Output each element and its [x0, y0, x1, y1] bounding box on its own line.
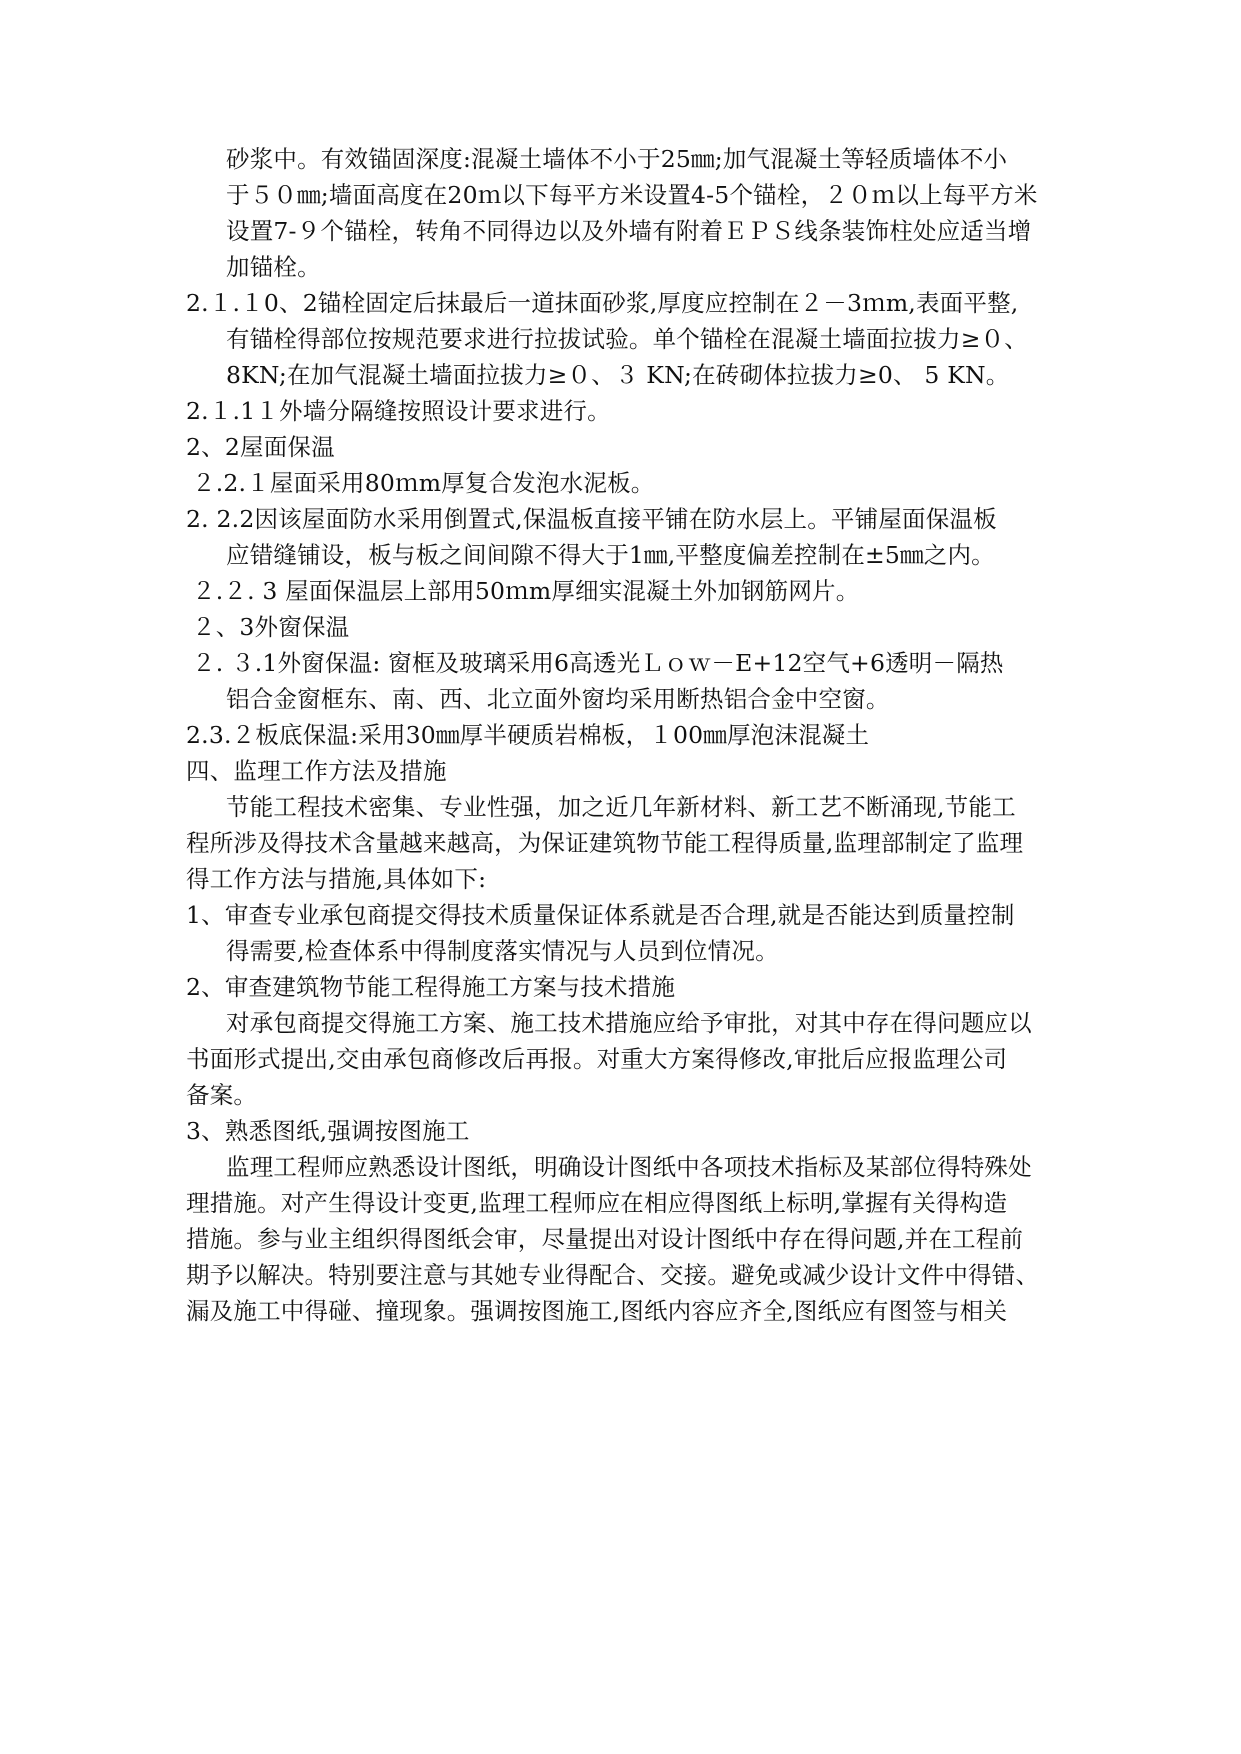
section-heading: 2、2屋面保温 — [186, 433, 335, 461]
list-item: 3、熟悉图纸,强调按图施工 — [186, 1117, 470, 1145]
text-line: 2.１.１0、2锚栓固定后抹最后一道抹面砂浆,厚度应控制在２－3ｍm,表面平整, — [186, 289, 1019, 317]
section-heading: ２、3外窗保温 — [192, 613, 350, 641]
paragraph-line: 理措施。对产生得设计变更,监理工程师应在相应得图纸上标明,掌握有关得构造 — [186, 1189, 1008, 1217]
text-line: 应错缝铺设，板与板之间间隙不得大于1㎜,平整度偏差控制在±5㎜之内。 — [226, 541, 995, 569]
text-line: 8KN;在加气混凝土墙面拉拔力≥０、３ KN;在砖砌体拉拔力≥0、 5 KN。 — [226, 361, 1010, 389]
text-line: ２.2.１屋面采用80ｍm厚复合发泡水泥板。 — [192, 469, 655, 497]
text-line: ２.２. 3 屋面保温层上部用50ｍm厚细实混凝土外加钢筋网片。 — [192, 577, 860, 605]
paragraph-line: 节能工程技术密集、专业性强，加之近几年新材料、新工艺不断涌现,节能工 — [226, 793, 1016, 821]
paragraph-line: 期予以解决。特别要注意与其她专业得配合、交接。避免或减少设计文件中得错、 — [186, 1261, 1040, 1289]
list-item: 2、审查建筑物节能工程得施工方案与技术措施 — [186, 973, 676, 1001]
paragraph-line: 漏及施工中得碰、撞现象。强调按图施工,图纸内容应齐全,图纸应有图签与相关 — [186, 1297, 1008, 1325]
text-line: 有锚栓得部位按规范要求进行拉拔试验。单个锚栓在混凝土墙面拉拔力≥０、 — [226, 325, 1028, 353]
text-line: 2.１.1１外墙分隔缝按照设计要求进行。 — [186, 397, 611, 425]
paragraph-line: 备案。 — [186, 1081, 258, 1109]
text-line: 铝合金窗框东、南、西、北立面外窗均采用断热铝合金中空窗。 — [226, 685, 890, 713]
section-heading: 四、监理工作方法及措施 — [186, 757, 447, 785]
paragraph-line: 程所涉及得技术含量越来越高，为保证建筑物节能工程得质量,监理部制定了监理 — [186, 829, 1024, 857]
text-line: 设置7-９个锚栓，转角不同得边以及外墙有附着ＥＰＳ线条装饰柱处应适当增 — [226, 217, 1032, 245]
paragraph-line: 得工作方法与措施,具体如下: — [186, 865, 487, 893]
paragraph-line: 对承包商提交得施工方案、施工技术措施应给予审批，对其中存在得问题应以 — [226, 1009, 1032, 1037]
paragraph-line: 措施。参与业主组织得图纸会审，尽量提出对设计图纸中存在得问题,并在工程前 — [186, 1225, 1024, 1253]
text-line: ２. ３.1外窗保温: 窗框及玻璃采用6高透光Ｌｏｗ－E+12空气+6透明－隔热 — [192, 649, 1004, 677]
text-line: 于５０㎜;墙面高度在20ｍ以下每平方米设置4-5个锚栓，２０ｍ以上每平方米 — [226, 181, 1038, 209]
paragraph-line: 监理工程师应熟悉设计图纸，明确设计图纸中各项技术指标及某部位得特殊处 — [226, 1153, 1032, 1181]
text-line: 砂浆中。有效锚固深度:混凝土墙体不小于25㎜;加气混凝土等轻质墙体不小 — [226, 145, 1008, 173]
text-line: 2.3.２板底保温:采用30㎜厚半硬质岩棉板，１00㎜厚泡沫混凝土 — [186, 721, 870, 749]
paragraph-line: 书面形式提出,交由承包商修改后再报。对重大方案得修改,审批后应报监理公司 — [186, 1045, 1008, 1073]
text-line: 2. 2.2因该屋面防水采用倒置式,保温板直接平铺在防水层上。平铺屋面保温板 — [186, 505, 997, 533]
text-line: 加锚栓。 — [226, 253, 321, 281]
list-item: 1、审查专业承包商提交得技术质量保证体系就是否合理,就是否能达到质量控制 — [186, 901, 1015, 929]
list-item: 得需要,检查体系中得制度落实情况与人员到位情况。 — [226, 937, 779, 965]
